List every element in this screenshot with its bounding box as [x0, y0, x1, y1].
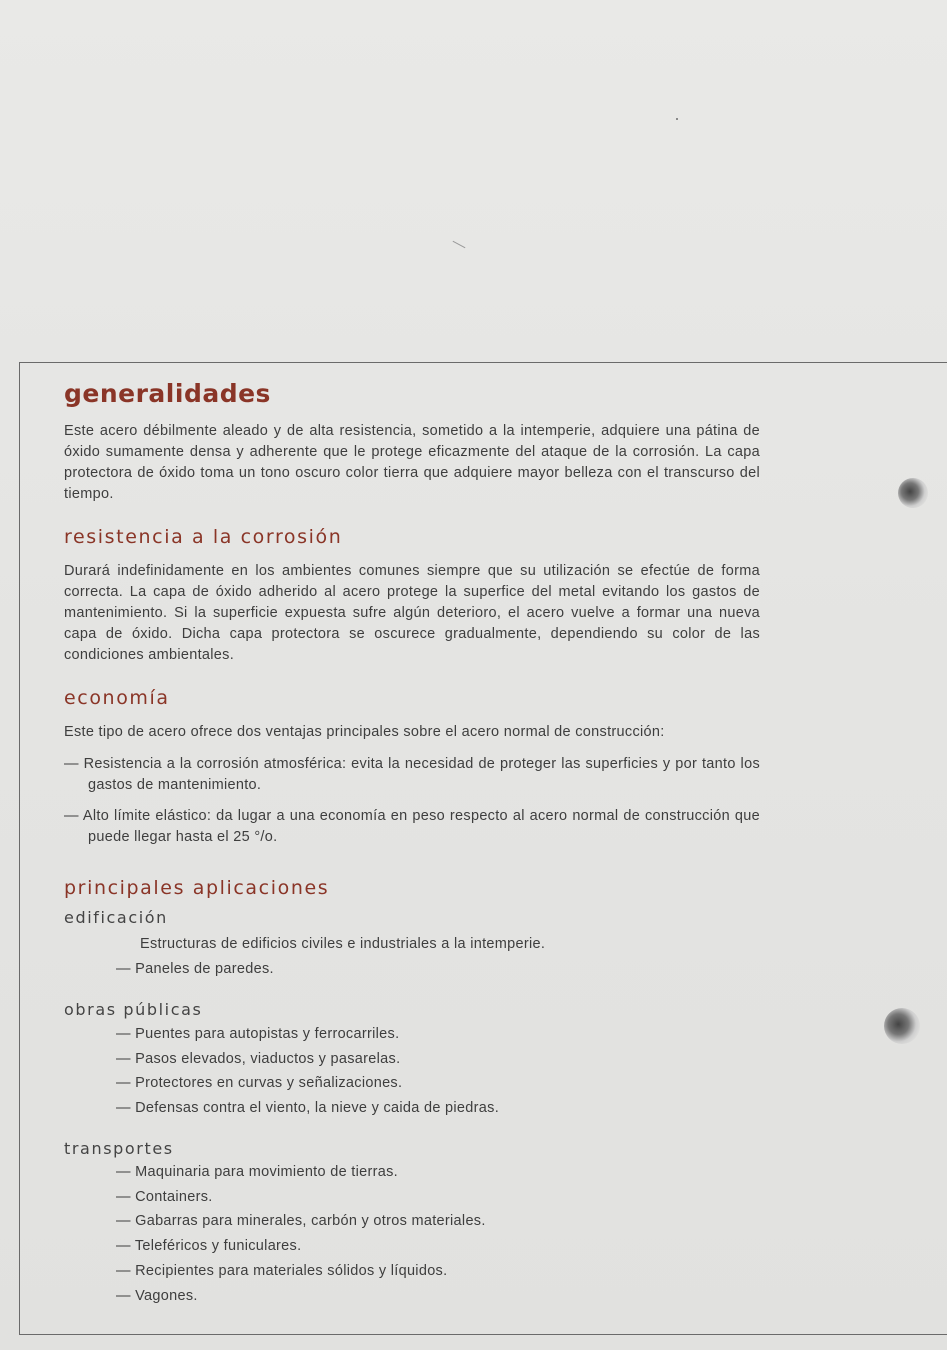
list-item: — Teleféricos y funiculares. [116, 1238, 302, 1255]
edificacion-list [116, 932, 545, 981]
section-text-resistencia: Durará indefinidamente en los ambientes comunes siempre que su utilización se efectúe de forma correcta. La capa de óxido adherido al acero protege la superfice del metal evitando los gastos de mantenimiento. Si la superficie expuesta sufre algún deterioro, el acero vuelve a formar una nueva capa de óxido. Dicha capa protectora se oscurece gradualmente, dependiendo su color de las condiciones ambientales. [64, 563, 760, 663]
list-item: Estructuras de edificios civiles e industriales a la intemperie. [140, 936, 546, 952]
list-item: — Vagones. [116, 1287, 198, 1304]
section-text-economia: Este tipo de acero ofrece dos ventajas principales sobre el acero normal de construcción: [64, 724, 665, 740]
list-item: — Gabarras para minerales, carbón y otros materiales. [116, 1213, 486, 1230]
section-title-generalidades: generalidades [64, 379, 271, 408]
section-text-generalidades: Este acero débilmente aleado y de alta resistencia, sometido a la intemperie, adquiere una pátina de óxido sumamente densa y adherente que le protege eficazmente del ataque de la corrosión. La capa protectora de óxido toma un tono oscuro color tierra que adquiere mayor belleza con el transcurso del tiempo. [64, 423, 760, 502]
list-item: — Puentes para autopistas y ferrocarriles. [116, 1026, 400, 1042]
section-title-aplicaciones: principales aplicaciones [64, 877, 330, 899]
paper-speck [453, 241, 466, 248]
list-item: — Paneles de paredes. [116, 960, 274, 977]
list-item: — Recipientes para materiales sólidos y líquidos. [116, 1262, 448, 1279]
list-item: — Protectores en curvas y señalizaciones. [116, 1075, 403, 1092]
transportes-list [116, 1160, 486, 1308]
economia-bullet-list [64, 754, 760, 858]
list-item: — Alto límite elástico: da lugar a una economía en peso respecto al acero normal de construcción que puede llegar hasta el 25 °/o. [64, 808, 760, 845]
list-item: — Containers. [116, 1188, 213, 1205]
obras-publicas-list [116, 1022, 499, 1121]
section-title-resistencia: resistencia a la corrosión [64, 526, 343, 548]
list-item: — Maquinaria para movimiento de tierras. [116, 1164, 398, 1180]
subsection-title-edificacion: edificación [64, 908, 168, 927]
list-item: — Defensas contra el viento, la nieve y caida de piedras. [116, 1100, 500, 1117]
paper-speck [676, 118, 678, 120]
subsection-title-transportes: transportes [64, 1139, 174, 1158]
list-item: — Resistencia a la corrosión atmosférica: evita la necesidad de proteger las superficies y por tanto los gastos de mantenimiento. [64, 756, 760, 793]
list-item: — Pasos elevados, viaductos y pasarelas. [116, 1050, 401, 1067]
subsection-title-obras-publicas: obras públicas [64, 1000, 203, 1019]
section-title-economia: economía [64, 687, 170, 709]
